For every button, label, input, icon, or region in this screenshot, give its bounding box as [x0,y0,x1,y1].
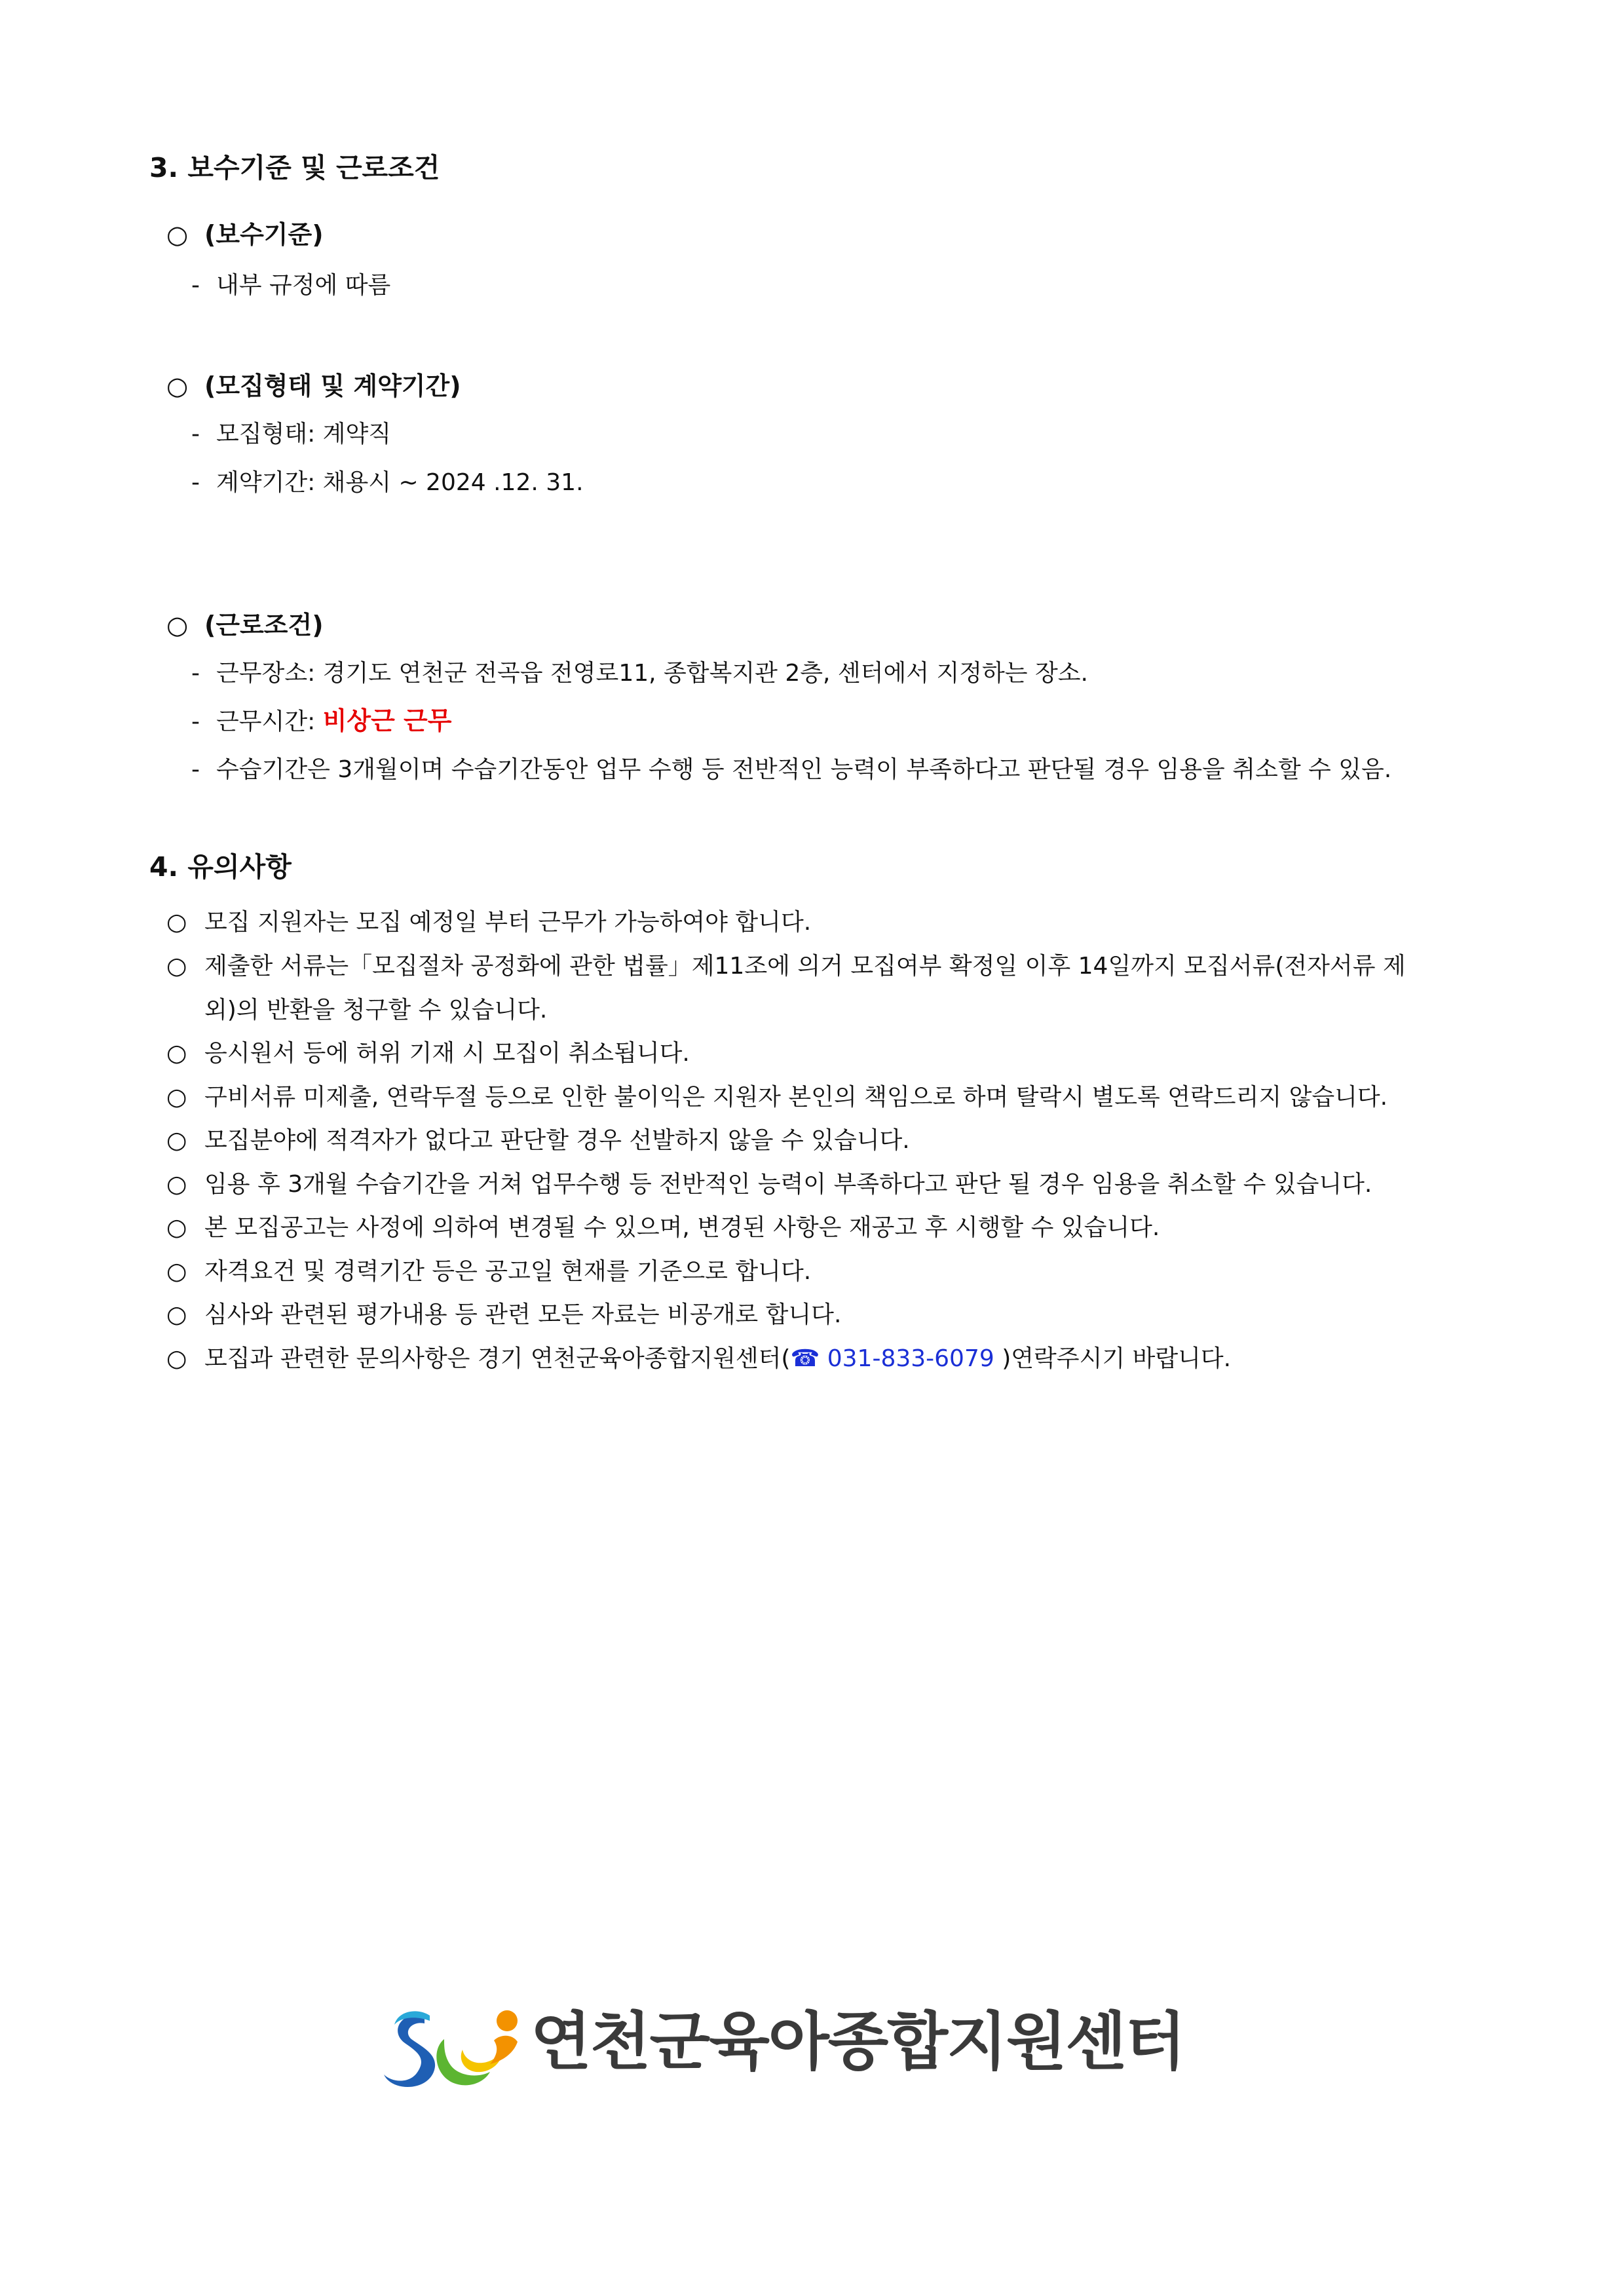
work-hours-value: 비상근 근무 [322,706,452,735]
note-item [166,1303,841,1327]
circle-bullet: ○ [166,1214,187,1241]
note-text: 모집분야에 적격자가 없다고 판단할 경우 선발하지 않을 수 있습니다. [204,1127,910,1154]
note-item [166,1129,910,1153]
circle-bullet: ○ [166,1258,187,1285]
note-item-contact [166,1347,1231,1371]
circle-bullet: ○ [166,1084,187,1111]
pay-item-text: 내부 규정에 따름 [216,272,391,299]
circle-bullet: ○ [166,1345,187,1372]
dash-bullet: - [191,469,200,496]
contract-item-type-text: 모집형태: 계약직 [216,421,392,448]
dash-bullet: - [191,660,200,687]
circle-bullet: ○ [166,611,189,640]
note-item [166,1042,690,1065]
work-probation [191,758,1391,782]
pay-heading-text: (보수기준) [204,220,324,249]
circle-bullet: ○ [166,1127,187,1154]
note-item [166,955,1406,978]
note-item [166,1173,1372,1196]
circle-bullet: ○ [166,1040,187,1067]
work-probation-text: 수습기간은 3개월이며 수습기간동안 업무 수행 등 전반적인 능력이 부족하다고 판단될 경우 임용을 취소할 수 있음. [216,756,1392,783]
note-text: 자격요건 및 경력기간 등은 공고일 현재를 기준으로 합니다. [204,1258,812,1285]
note-text: 구비서류 미제출, 연락두절 등으로 인한 불이익은 지원자 본인의 책임으로 하며 탈락시 별도록 연락드리지 않습니다. [204,1084,1388,1111]
contract-item-period-text: 계약기간: 채용시 ~ 2024 .12. 31. [216,469,584,496]
contact-phone: ☎ 031-833-6079 [790,1345,994,1372]
contract-item-period [191,471,584,495]
section-4-title: 4. 유의사항 [149,851,292,883]
work-place [191,662,1088,685]
work-heading-text: (근로조건) [204,611,324,640]
dash-bullet: - [191,756,200,783]
contract-item-type [191,423,391,446]
contract-heading [166,373,461,398]
dash-bullet: - [191,421,200,448]
dash-bullet: - [191,708,200,735]
note-text: 본 모집공고는 사정에 의하여 변경될 수 있으며, 변경된 사항은 재공고 후 시행할 수 있습니다. [204,1214,1160,1241]
note-text: 응시원서 등에 허위 기재 시 모집이 취소됩니다. [204,1040,690,1067]
center-logo-text: 연천군육아종합지원센터 [531,2005,1185,2078]
dash-bullet: - [191,272,200,299]
note-item [166,1216,1160,1240]
note-item [166,1086,1388,1109]
work-heading [166,613,324,638]
contact-prefix: 모집과 관련한 문의사항은 경기 연천군육아종합지원센터( [204,1345,791,1372]
circle-bullet: ○ [166,372,189,400]
note-item [166,1260,811,1284]
center-logo-icon [379,2001,529,2093]
note-text: 모집 지원자는 모집 예정일 부터 근무가 가능하여야 합니다. [204,909,812,936]
note-text: 제출한 서류는「모집절차 공정화에 관한 법률」제11조에 의거 모집여부 확정일 이후 14일까지 모집서류(전자서류 제 [204,953,1406,980]
pay-heading [166,222,324,247]
contact-suffix: )연락주시기 바랍니다. [994,1345,1232,1372]
section-3-title: 3. 보수기준 및 근로조건 [149,152,440,183]
note-item [166,911,811,934]
work-place-text: 근무장소: 경기도 연천군 전곡읍 전영로11, 종합복지관 2층, 센터에서 지정하는 장소. [216,660,1088,687]
work-hours-label: 근무시간: [216,708,323,735]
contract-heading-text: (모집형태 및 계약기간) [204,372,461,400]
pay-item [191,274,390,297]
circle-bullet: ○ [166,1301,187,1328]
center-logo [379,2001,1185,2093]
circle-bullet: ○ [166,1171,187,1198]
circle-bullet: ○ [166,953,187,980]
circle-bullet: ○ [166,909,187,936]
work-hours [191,708,451,734]
note-text: 임용 후 3개월 수습기간을 거쳐 업무수행 등 전반적인 능력이 부족하다고 판단 될 경우 임용을 취소할 수 있습니다. [204,1171,1372,1198]
note-continuation: 외)의 반환을 청구할 수 있습니다. [204,997,548,1024]
note-text: 심사와 관련된 평가내용 등 관련 모든 자료는 비공개로 합니다. [204,1301,842,1328]
circle-bullet: ○ [166,220,189,249]
